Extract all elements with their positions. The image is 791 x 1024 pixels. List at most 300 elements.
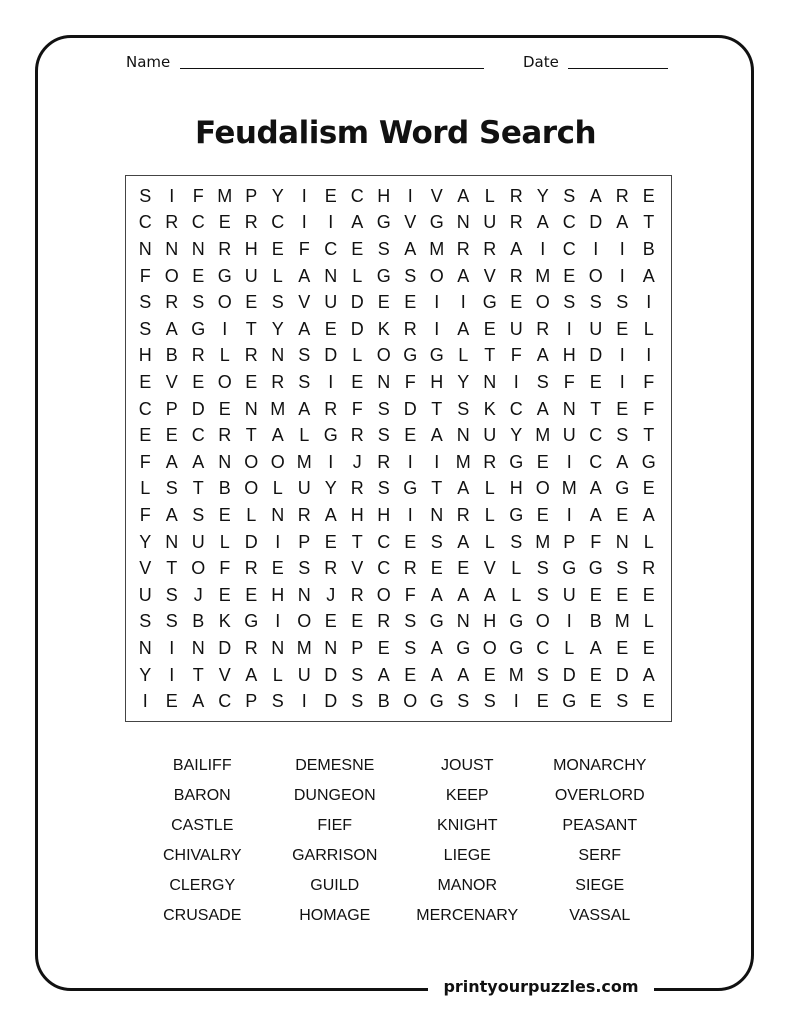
grid-cell: R (509, 265, 523, 286)
grid-cell: S (298, 345, 311, 366)
grid-cell: S (298, 371, 311, 392)
grid-cell: N (377, 371, 391, 392)
grid-cell: E (457, 558, 470, 579)
grid-cell: S (377, 398, 390, 419)
grid-cell: P (298, 531, 311, 552)
grid-cell: K (218, 611, 231, 632)
grid-cell: H (138, 345, 152, 366)
grid-cell: M (535, 531, 551, 552)
grid-cell: L (643, 531, 654, 552)
grid-cell: M (455, 451, 471, 472)
grid-cell: R (218, 425, 232, 446)
grid-cell: N (483, 371, 497, 392)
grid-cell: C (191, 425, 205, 446)
grid-cell: E (245, 292, 258, 313)
grid-cell: G (509, 611, 524, 632)
grid-cell: N (456, 425, 470, 446)
word-list-item: CHIVALRY (162, 847, 242, 864)
grid-cell: F (219, 558, 231, 579)
grid-cell: O (482, 637, 497, 658)
grid-cell: S (377, 478, 390, 499)
grid-cell: E (616, 637, 629, 658)
grid-cell: J (193, 584, 203, 605)
grid-cell: I (460, 292, 466, 313)
grid-cell: F (139, 451, 151, 472)
grid-cell: I (566, 318, 572, 339)
grid-cell: M (535, 265, 551, 286)
grid-cell: S (616, 691, 629, 712)
grid-cell: I (434, 451, 440, 472)
grid-cell: A (536, 398, 549, 419)
grid-cell: F (298, 238, 310, 259)
grid-cell: R (191, 345, 205, 366)
grid-cell: A (298, 318, 311, 339)
grid-cell: M (296, 451, 312, 472)
grid-cell: S (139, 611, 152, 632)
grid-cell: I (301, 185, 307, 206)
grid-cell: O (535, 611, 550, 632)
grid-cell: D (191, 398, 205, 419)
grid-cell: E (483, 664, 496, 685)
word-list-item: CASTLE (171, 817, 234, 834)
grid-cell: G (403, 345, 418, 366)
grid-cell: I (328, 371, 334, 392)
grid-cell: R (642, 558, 656, 579)
grid-cell: S (351, 664, 364, 685)
grid-cell: N (244, 398, 258, 419)
grid-cell: N (271, 504, 285, 525)
grid-cell: I (619, 371, 625, 392)
grid-cell: R (456, 504, 470, 525)
word-list-item: KNIGHT (437, 817, 498, 834)
grid-cell: M (508, 664, 524, 685)
grid-cell: D (615, 664, 629, 685)
grid-cell: H (350, 504, 364, 525)
grid-cell: S (616, 558, 629, 579)
grid-cell: C (218, 691, 232, 712)
grid-cell: S (589, 292, 602, 313)
grid-cell: A (377, 664, 390, 685)
grid-cell: L (484, 478, 495, 499)
grid-cell: E (536, 691, 549, 712)
grid-cell: C (377, 558, 391, 579)
grid-cell: R (271, 371, 285, 392)
grid-cell: R (509, 185, 523, 206)
page-title: Feudalism Word Search (194, 115, 597, 151)
grid-cell: H (244, 238, 258, 259)
grid-cell: N (165, 238, 179, 259)
grid-cell: G (456, 637, 471, 658)
grid-cell: D (324, 345, 338, 366)
grid-cell: V (483, 558, 496, 579)
grid-cell: E (192, 371, 205, 392)
grid-cell: I (407, 185, 413, 206)
grid-cell: C (271, 212, 285, 233)
grid-cell: U (297, 664, 311, 685)
grid-cell: A (589, 637, 602, 658)
word-list-item: KEEP (445, 787, 489, 804)
grid-cell: S (404, 637, 417, 658)
grid-cell: S (430, 531, 443, 552)
grid-cell: T (484, 345, 496, 366)
grid-cell: I (169, 185, 175, 206)
grid-cell: S (377, 425, 390, 446)
grid-cell: S (192, 292, 205, 313)
grid-cell: Y (139, 664, 152, 685)
grid-cell: R (165, 292, 179, 313)
grid-cell: I (328, 451, 334, 472)
grid-cell: Y (139, 531, 152, 552)
grid-cell: E (324, 318, 337, 339)
grid-cell: M (217, 185, 233, 206)
grid-cell: L (458, 345, 469, 366)
grid-cell: G (429, 611, 444, 632)
grid-cell: I (142, 691, 148, 712)
grid-cell: O (164, 265, 179, 286)
grid-cell: E (616, 318, 629, 339)
grid-cell: L (272, 265, 283, 286)
grid-cell: B (589, 611, 602, 632)
grid-cell: A (510, 238, 523, 259)
grid-cell: U (138, 584, 152, 605)
grid-cell: J (352, 451, 362, 472)
date-label: Date (523, 53, 559, 71)
grid-cell: S (139, 292, 152, 313)
grid-cell: R (324, 558, 338, 579)
grid-cell: E (404, 531, 417, 552)
grid-cell: G (482, 292, 497, 313)
grid-cell: I (328, 212, 334, 233)
grid-cell: T (643, 425, 655, 446)
grid-cell: C (377, 531, 391, 552)
grid-cell: R (350, 584, 364, 605)
grid-cell: N (297, 584, 311, 605)
grid-cell: R (218, 238, 232, 259)
footer-site: printyourpuzzles.com (443, 977, 639, 996)
grid-cell: F (510, 345, 522, 366)
grid-cell: N (324, 265, 338, 286)
name-label: Name (126, 53, 171, 71)
grid-cell: A (165, 318, 178, 339)
word-list-item: MANOR (437, 877, 498, 894)
grid-cell: S (351, 691, 364, 712)
grid-cell: A (457, 531, 470, 552)
date-field-line (568, 68, 668, 69)
grid-cell: E (589, 584, 602, 605)
grid-cell: L (484, 504, 495, 525)
grid-cell: C (562, 212, 576, 233)
grid-cell: V (404, 212, 417, 233)
grid-cell: R (297, 504, 311, 525)
grid-cell: E (483, 318, 496, 339)
grid-cell: L (511, 558, 522, 579)
word-list-item: SERF (578, 847, 622, 864)
grid-cell: I (619, 345, 625, 366)
grid-cell: E (642, 637, 655, 658)
grid-cell: E (139, 371, 152, 392)
grid-cell: E (404, 425, 417, 446)
grid-cell: F (643, 371, 655, 392)
grid-cell: R (350, 478, 364, 499)
grid-cell: E (351, 371, 364, 392)
grid-cell: V (351, 558, 364, 579)
grid-cell: A (430, 664, 443, 685)
word-list-item: MONARCHY (553, 757, 647, 774)
grid-cell: A (192, 691, 205, 712)
grid-cell: S (483, 691, 496, 712)
grid-cell: T (643, 212, 655, 233)
grid-cell: R (483, 238, 497, 259)
grid-cell: F (563, 371, 575, 392)
grid-cell: O (217, 292, 232, 313)
grid-cell: L (484, 531, 495, 552)
grid-cell: T (166, 558, 178, 579)
grid-cell: I (513, 371, 519, 392)
grid-cell: E (165, 691, 178, 712)
grid-cell: L (643, 611, 654, 632)
grid-cell: E (589, 371, 602, 392)
grid-cell: A (457, 584, 470, 605)
grid-cell: F (590, 531, 602, 552)
grid-cell: S (139, 185, 152, 206)
letter-grid (132, 183, 662, 715)
grid-cell: O (535, 292, 550, 313)
grid-cell: O (297, 611, 312, 632)
grid-cell: I (169, 664, 175, 685)
word-list-item: JOUST (441, 757, 494, 774)
grid-cell: C (536, 637, 550, 658)
grid-cell: D (589, 345, 603, 366)
grid-cell: P (245, 691, 258, 712)
grid-cell: L (352, 265, 363, 286)
grid-cell: S (165, 611, 178, 632)
grid-cell: N (430, 504, 444, 525)
grid-cell: Y (271, 318, 284, 339)
grid-cell: G (588, 558, 603, 579)
grid-cell: B (165, 345, 178, 366)
grid-cell: H (509, 478, 523, 499)
grid-cell: S (536, 558, 549, 579)
grid-cell: E (377, 292, 390, 313)
grid-cell: R (244, 212, 258, 233)
grid-cell: N (456, 611, 470, 632)
grid-cell: A (457, 478, 470, 499)
grid-cell: A (165, 451, 178, 472)
grid-cell: D (218, 637, 232, 658)
grid-cell: E (642, 691, 655, 712)
grid-cell: I (619, 238, 625, 259)
grid-cell: A (642, 504, 655, 525)
grid-cell: F (404, 584, 416, 605)
grid-cell: D (324, 691, 338, 712)
grid-cell: G (429, 212, 444, 233)
grid-cell: O (376, 584, 391, 605)
grid-cell: E (245, 371, 258, 392)
grid-cell: A (430, 584, 443, 605)
grid-cell: C (138, 212, 152, 233)
grid-cell: E (616, 504, 629, 525)
word-list-item: BARON (173, 787, 231, 804)
grid-cell: E (165, 425, 178, 446)
grid-cell: R (244, 558, 258, 579)
name-field-line (180, 68, 484, 69)
grid-cell: S (536, 371, 549, 392)
grid-cell: G (509, 637, 524, 658)
grid-cell: R (509, 212, 523, 233)
grid-cell: I (593, 238, 599, 259)
grid-cell: T (192, 478, 204, 499)
grid-cell: P (351, 637, 364, 658)
grid-cell: L (246, 504, 257, 525)
grid-cell: S (404, 611, 417, 632)
grid-cell: E (616, 584, 629, 605)
grid-cell: A (351, 212, 364, 233)
grid-cell: S (536, 664, 549, 685)
word-list-item: BAILIFF (172, 757, 232, 774)
grid-cell: N (191, 637, 205, 658)
grid-cell: G (403, 478, 418, 499)
grid-cell: F (139, 265, 151, 286)
grid-cell: S (510, 531, 523, 552)
grid-cell: N (615, 531, 629, 552)
grid-cell: E (642, 478, 655, 499)
grid-cell: A (245, 664, 258, 685)
grid-cell: V (165, 371, 178, 392)
grid-cell: R (483, 451, 497, 472)
grid-cell: A (271, 425, 284, 446)
grid-cell: U (191, 531, 205, 552)
grid-cell: A (642, 664, 655, 685)
word-list-item: CRUSADE (163, 907, 242, 924)
grid-cell: A (457, 318, 470, 339)
grid-cell: S (298, 558, 311, 579)
grid-cell: I (513, 691, 519, 712)
grid-cell: E (271, 558, 284, 579)
grid-cell: M (270, 398, 286, 419)
grid-cell: U (324, 292, 338, 313)
word-list-item: DUNGEON (293, 787, 376, 804)
grid-cell: E (642, 185, 655, 206)
grid-cell: E (218, 504, 231, 525)
grid-cell: S (165, 478, 178, 499)
grid-cell: I (407, 504, 413, 525)
grid-cell: A (642, 265, 655, 286)
grid-cell: G (615, 478, 630, 499)
grid-cell: E (218, 584, 231, 605)
grid-cell: E (139, 425, 152, 446)
grid-cell: S (457, 691, 470, 712)
grid-cell: E (616, 398, 629, 419)
grid-cell: S (563, 292, 576, 313)
grid-cell: U (297, 478, 311, 499)
grid-cell: S (536, 584, 549, 605)
grid-cell: H (377, 185, 391, 206)
grid-cell: I (275, 531, 281, 552)
grid-cell: N (562, 398, 576, 419)
word-list-item: HOMAGE (299, 907, 371, 924)
grid-cell: T (590, 398, 602, 419)
grid-cell: O (403, 691, 418, 712)
grid-cell: D (350, 318, 364, 339)
grid-cell: U (244, 265, 258, 286)
grid-cell: U (562, 584, 576, 605)
grid-cell: C (138, 398, 152, 419)
grid-cell: E (589, 664, 602, 685)
grid-cell: G (244, 611, 259, 632)
grid-cell: L (484, 185, 495, 206)
grid-cell: V (298, 292, 311, 313)
word-list-item: SIEGE (575, 877, 625, 894)
grid-cell: Y (271, 185, 284, 206)
grid-cell: L (140, 478, 151, 499)
grid-cell: M (535, 425, 551, 446)
grid-cell: E (245, 584, 258, 605)
grid-cell: E (351, 238, 364, 259)
grid-cell: Y (510, 425, 523, 446)
grid-cell: L (272, 664, 283, 685)
grid-cell: D (350, 292, 364, 313)
grid-cell: E (563, 265, 576, 286)
grid-cell: I (566, 451, 572, 472)
grid-cell: E (324, 185, 337, 206)
grid-cell: D (589, 212, 603, 233)
grid-cell: O (244, 478, 259, 499)
grid-cell: R (403, 318, 417, 339)
grid-cell: B (377, 691, 390, 712)
grid-cell: E (192, 265, 205, 286)
grid-cell: S (192, 504, 205, 525)
grid-cell: L (511, 584, 522, 605)
grid-cell: S (616, 292, 629, 313)
grid-cell: I (434, 318, 440, 339)
word-list-item: PEASANT (562, 817, 638, 834)
grid-cell: P (165, 398, 178, 419)
grid-cell: O (270, 451, 285, 472)
grid-cell: S (271, 292, 284, 313)
grid-cell: D (324, 664, 338, 685)
grid-cell: F (643, 398, 655, 419)
word-list-item: GARRISON (292, 847, 378, 864)
grid-cell: A (165, 504, 178, 525)
grid-cell: C (191, 212, 205, 233)
grid-cell: F (351, 398, 363, 419)
grid-cell: I (407, 451, 413, 472)
grid-cell: A (324, 504, 337, 525)
word-list-item: LIEGE (443, 847, 491, 864)
word-list-item: DEMESNE (295, 757, 375, 774)
grid-cell: E (536, 504, 549, 525)
grid-cell: R (403, 558, 417, 579)
grid-cell: B (642, 238, 655, 259)
grid-cell: E (218, 212, 231, 233)
grid-cell: R (456, 238, 470, 259)
grid-cell: H (430, 371, 444, 392)
grid-cell: N (456, 212, 470, 233)
grid-cell: E (404, 664, 417, 685)
grid-cell: S (563, 185, 576, 206)
grid-cell: M (429, 238, 445, 259)
grid-cell: I (646, 292, 652, 313)
grid-cell: U (562, 425, 576, 446)
grid-cell: M (296, 637, 312, 658)
grid-cell: L (272, 478, 283, 499)
grid-cell: E (271, 238, 284, 259)
grid-cell: T (245, 425, 257, 446)
grid-cell: O (217, 371, 232, 392)
grid-cell: C (324, 238, 338, 259)
grid-cell: N (138, 637, 152, 658)
grid-cell: I (301, 212, 307, 233)
